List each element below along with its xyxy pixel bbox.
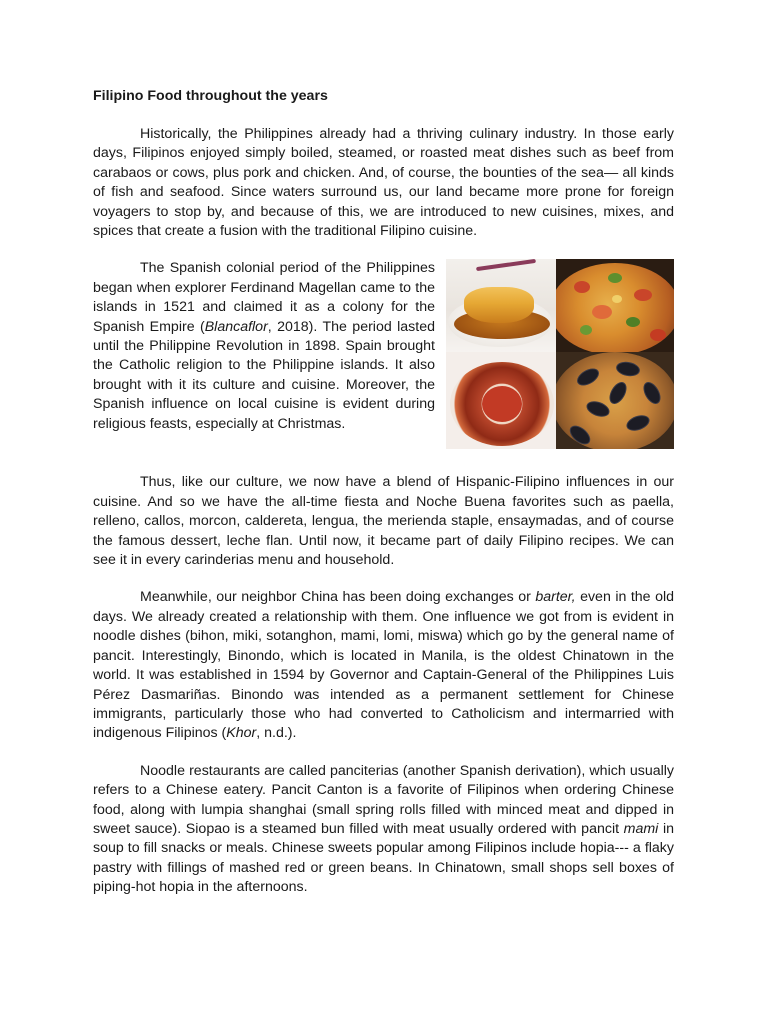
paragraph-panciterias-text-b: in soup to fill snacks or meals. Chinese sweets popular among Filipinos include hopia--- a flaky pastry with fillings of mashed red or green beans. In Chinatown, small shops sell boxes of piping-hot hopia in the afternoons. [93, 820, 674, 896]
citation-khor: Khor [226, 725, 257, 742]
paragraph-panciterias [93, 762, 674, 898]
seafood-paella-photo [556, 352, 674, 449]
document-page [93, 87, 674, 916]
citation-blancaflor: Blancaflor [204, 318, 268, 335]
paragraph-spanish-text-b: , 2018). The period lasted until the Philippine Revolution in 1898. Spain brought the Catholic religion to the Philippine islands. It also brought with it its culture and cuisine. Moreover, the Spanish influence on local cuisine is evident during religious feasts, especially at Christmas. [93, 318, 435, 432]
emphasis-mami: mami [623, 820, 659, 837]
food-photo-collage [446, 259, 674, 449]
paragraph-chinese-text-b: even in the old days. We already created a relationship with them. One influence we got from is evident in noodle dishes (bihon, miki, sotanghon, mami, lomi, miswa) which go by the general name of pancit. Interestingly, Binondo, which is located in Manila, is the oldest Chinatown in the world. It was established in 1594 by Governor and Captain-General of the Philippines Luis Pérez Dasmariñas. Binondo was intended as a permanent settlement for Chinese immigrants, particularly those who had converted to Catholicism and intermarried with indigenous Filipinos ( [93, 589, 674, 742]
document-title: Filipino Food throughout the years [93, 88, 328, 104]
paragraph-spanish-text-a: The Spanish colonial period of the Philippines began when explorer Ferdinand Magellan came to the islands in 1521 and claimed it as a colony for the Spanish Empire ( [93, 260, 435, 335]
relleno-photo [446, 352, 556, 449]
spanish-section [93, 259, 674, 455]
paragraph-history-text: Historically, the Philippines already had a thriving culinary industry. In those early days, Filipinos enjoyed simply boiled, steamed, or roasted meat dishes such as beef from carabaos or cows, plus pork and chicken. And, of course, the bounties of the sea— all kinds of fish and seafood. Since waters surround us, our land became more prone for foreign voyagers to stop by, and because of this, we are introduced to new cuisines, mixes, and spices that create a fusion with the traditional Filipino cuisine. [93, 126, 674, 240]
paragraph-chinese-text-a: Meanwhile, our neighbor China has been doing exchanges or [140, 589, 536, 606]
paragraph-panciterias-text-a: Noodle restaurants are called panciterias (another Spanish derivation), which usually refers to a Chinese eatery. Pancit Canton is a favorite of Filipinos when ordering Chinese food, along with lumpia shanghai (small spring rolls filled with minced meat and dipped in sweet sauce). Siopao is a steamed bun filled with meat usually ordered with pancit [93, 762, 674, 837]
paragraph-chinese-influence [93, 588, 674, 743]
paragraph-hispanic-text: Thus, like our culture, we now have a blend of Hispanic-Filipino influences in our cuisine. And so we have the all-time fiesta and Noche Buena favorites such as paella, relleno, callos, morcon, caldereta, lengua, the merienda staple, ensaymadas, and of course the famous dessert, leche flan. Until now, it became part of daily Filipino recipes. We can see it in every carinderias menu and household. [93, 474, 674, 569]
emphasis-barter: barter, [535, 589, 576, 606]
paragraph-chinese-text-c: , n.d.). [256, 725, 297, 742]
paragraph-history [93, 125, 674, 241]
leche-flan-photo [446, 259, 556, 352]
paragraph-spanish [93, 259, 435, 434]
paella-photo [556, 259, 674, 352]
paragraph-hispanic-influence [93, 473, 674, 570]
